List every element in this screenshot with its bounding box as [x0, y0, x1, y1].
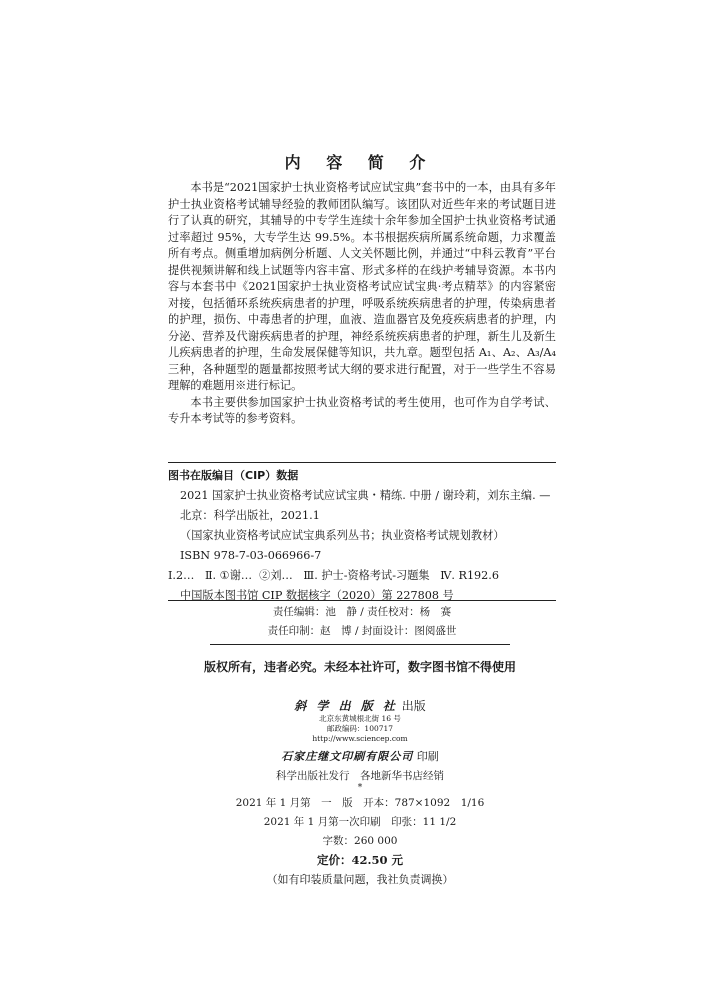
word-count: 字数：260 000: [322, 835, 398, 847]
publisher-line: [0, 697, 720, 714]
credits-rule: [210, 644, 510, 645]
replacement-note: （如有印装质量问题，我社负责调换）: [266, 873, 454, 886]
summary-title: 内 容 简 介: [284, 153, 436, 172]
cip-series: （国家执业资格考试应试宝典系列丛书；执业资格考试规划教材）: [180, 529, 505, 542]
edition-row-1: 2021 年 1 月第 一 版 开本：787×1092 1/16: [235, 797, 485, 809]
cip-classification: Ⅰ.2… Ⅱ. ①谢… ②刘… Ⅲ. 护士-资格考试-习题集 Ⅳ. R192.6: [168, 569, 499, 582]
credits-production: 责任印制：赵 博 / 封面设计：图阅盛世: [267, 625, 457, 637]
cip-isbn: ISBN 978-7-03-066966-7: [180, 549, 322, 562]
cip-bottom-rule: [168, 600, 556, 601]
summary-body: [168, 180, 556, 428]
cip-heading: 图书在版编目（CIP）数据: [168, 469, 299, 482]
publisher-address: 北京东黄城根北街 16 号: [319, 714, 401, 723]
copyright-notice: 版权所有，违者必究。未经本社许可，数字图书馆不得使用: [203, 660, 516, 674]
cip-entry: 2021 国家护士执业资格考试应试宝典・精练. 中册 / 谢玲莉，刘东主编. —北京：科学出版社，2021.1: [180, 489, 551, 522]
edition-row-2: 2021 年 1 月第一次印刷 印张：11 1/2: [263, 816, 457, 828]
publisher-name: 斜 学 出 版 社: [294, 699, 398, 713]
publication-block: [0, 697, 720, 793]
cip-top-rule: [168, 462, 556, 463]
distribution-line: 科学出版社发行 各地新华书店经销: [276, 770, 444, 782]
summary-paragraph-1: 本书是“2021国家护士执业资格考试应试宝典”套书中的一本，由具有多年护士执业资格考试辅导经验的教师团队编写。该团队对近些年来的考试题目进行了认真的研究，其辅导的中专学生连续十余年参加全国护士执业资格考试通过率超过 95%，大专学生达 99.5%。本书根据疾病所属系统命题，力求覆盖所有考点。侧重增加病例分析题、人文关怀题比例，并通过“中科云教育”平台提供视频讲解和线上试题等内容丰富、形式多样的在线护考辅导资源。本书内容与本套书中《2021国家护士执业资格考试应试宝典·考点精萃》的内容紧密对接，包括循环系统疾病患者的护理，呼吸系统疾病患者的护理，传染病患者的护理，损伤、中毒患者的护理，血液、造血器官及免疫疾病患者的护理，内分泌、营养及代谢疾病患者的护理，神经系统疾病患者的护理，新生儿及新生儿疾病患者的护理，生命发展保健等知识，共九章。题型包括 A₁、A₂、A₃/A₄ 三种，各种题型的题量都按照考试大纲的要求进行配置，对于一些学生不容易理解的难题用※进行标记。: [168, 181, 556, 392]
publisher-postcode: 邮政编码：100717: [326, 724, 394, 733]
credits-block: [168, 603, 556, 641]
printer-name: 石家庄继文印刷有限公司: [281, 750, 414, 763]
credits-editors: 责任编辑：池 静 / 责任校对：杨 赛: [272, 606, 452, 618]
printer-line: [0, 748, 720, 764]
cip-block: [168, 466, 556, 606]
cip-approval: 中国版本图书馆 CIP 数据核字（2020）第 227808 号: [180, 589, 454, 602]
edition-block: [0, 794, 720, 889]
summary-paragraph-2: 本书主要供参加国家护士执业资格考试的考生使用，也可作为自学考试、专升本考试等的参考资料。: [168, 395, 556, 425]
price: 定价：42.50 元: [316, 853, 403, 867]
printer-suffix: 印刷: [416, 750, 439, 763]
separator-star: *: [357, 783, 363, 793]
publisher-suffix: 出版: [401, 699, 426, 713]
publisher-website: http://www.sciencep.com: [312, 734, 408, 743]
